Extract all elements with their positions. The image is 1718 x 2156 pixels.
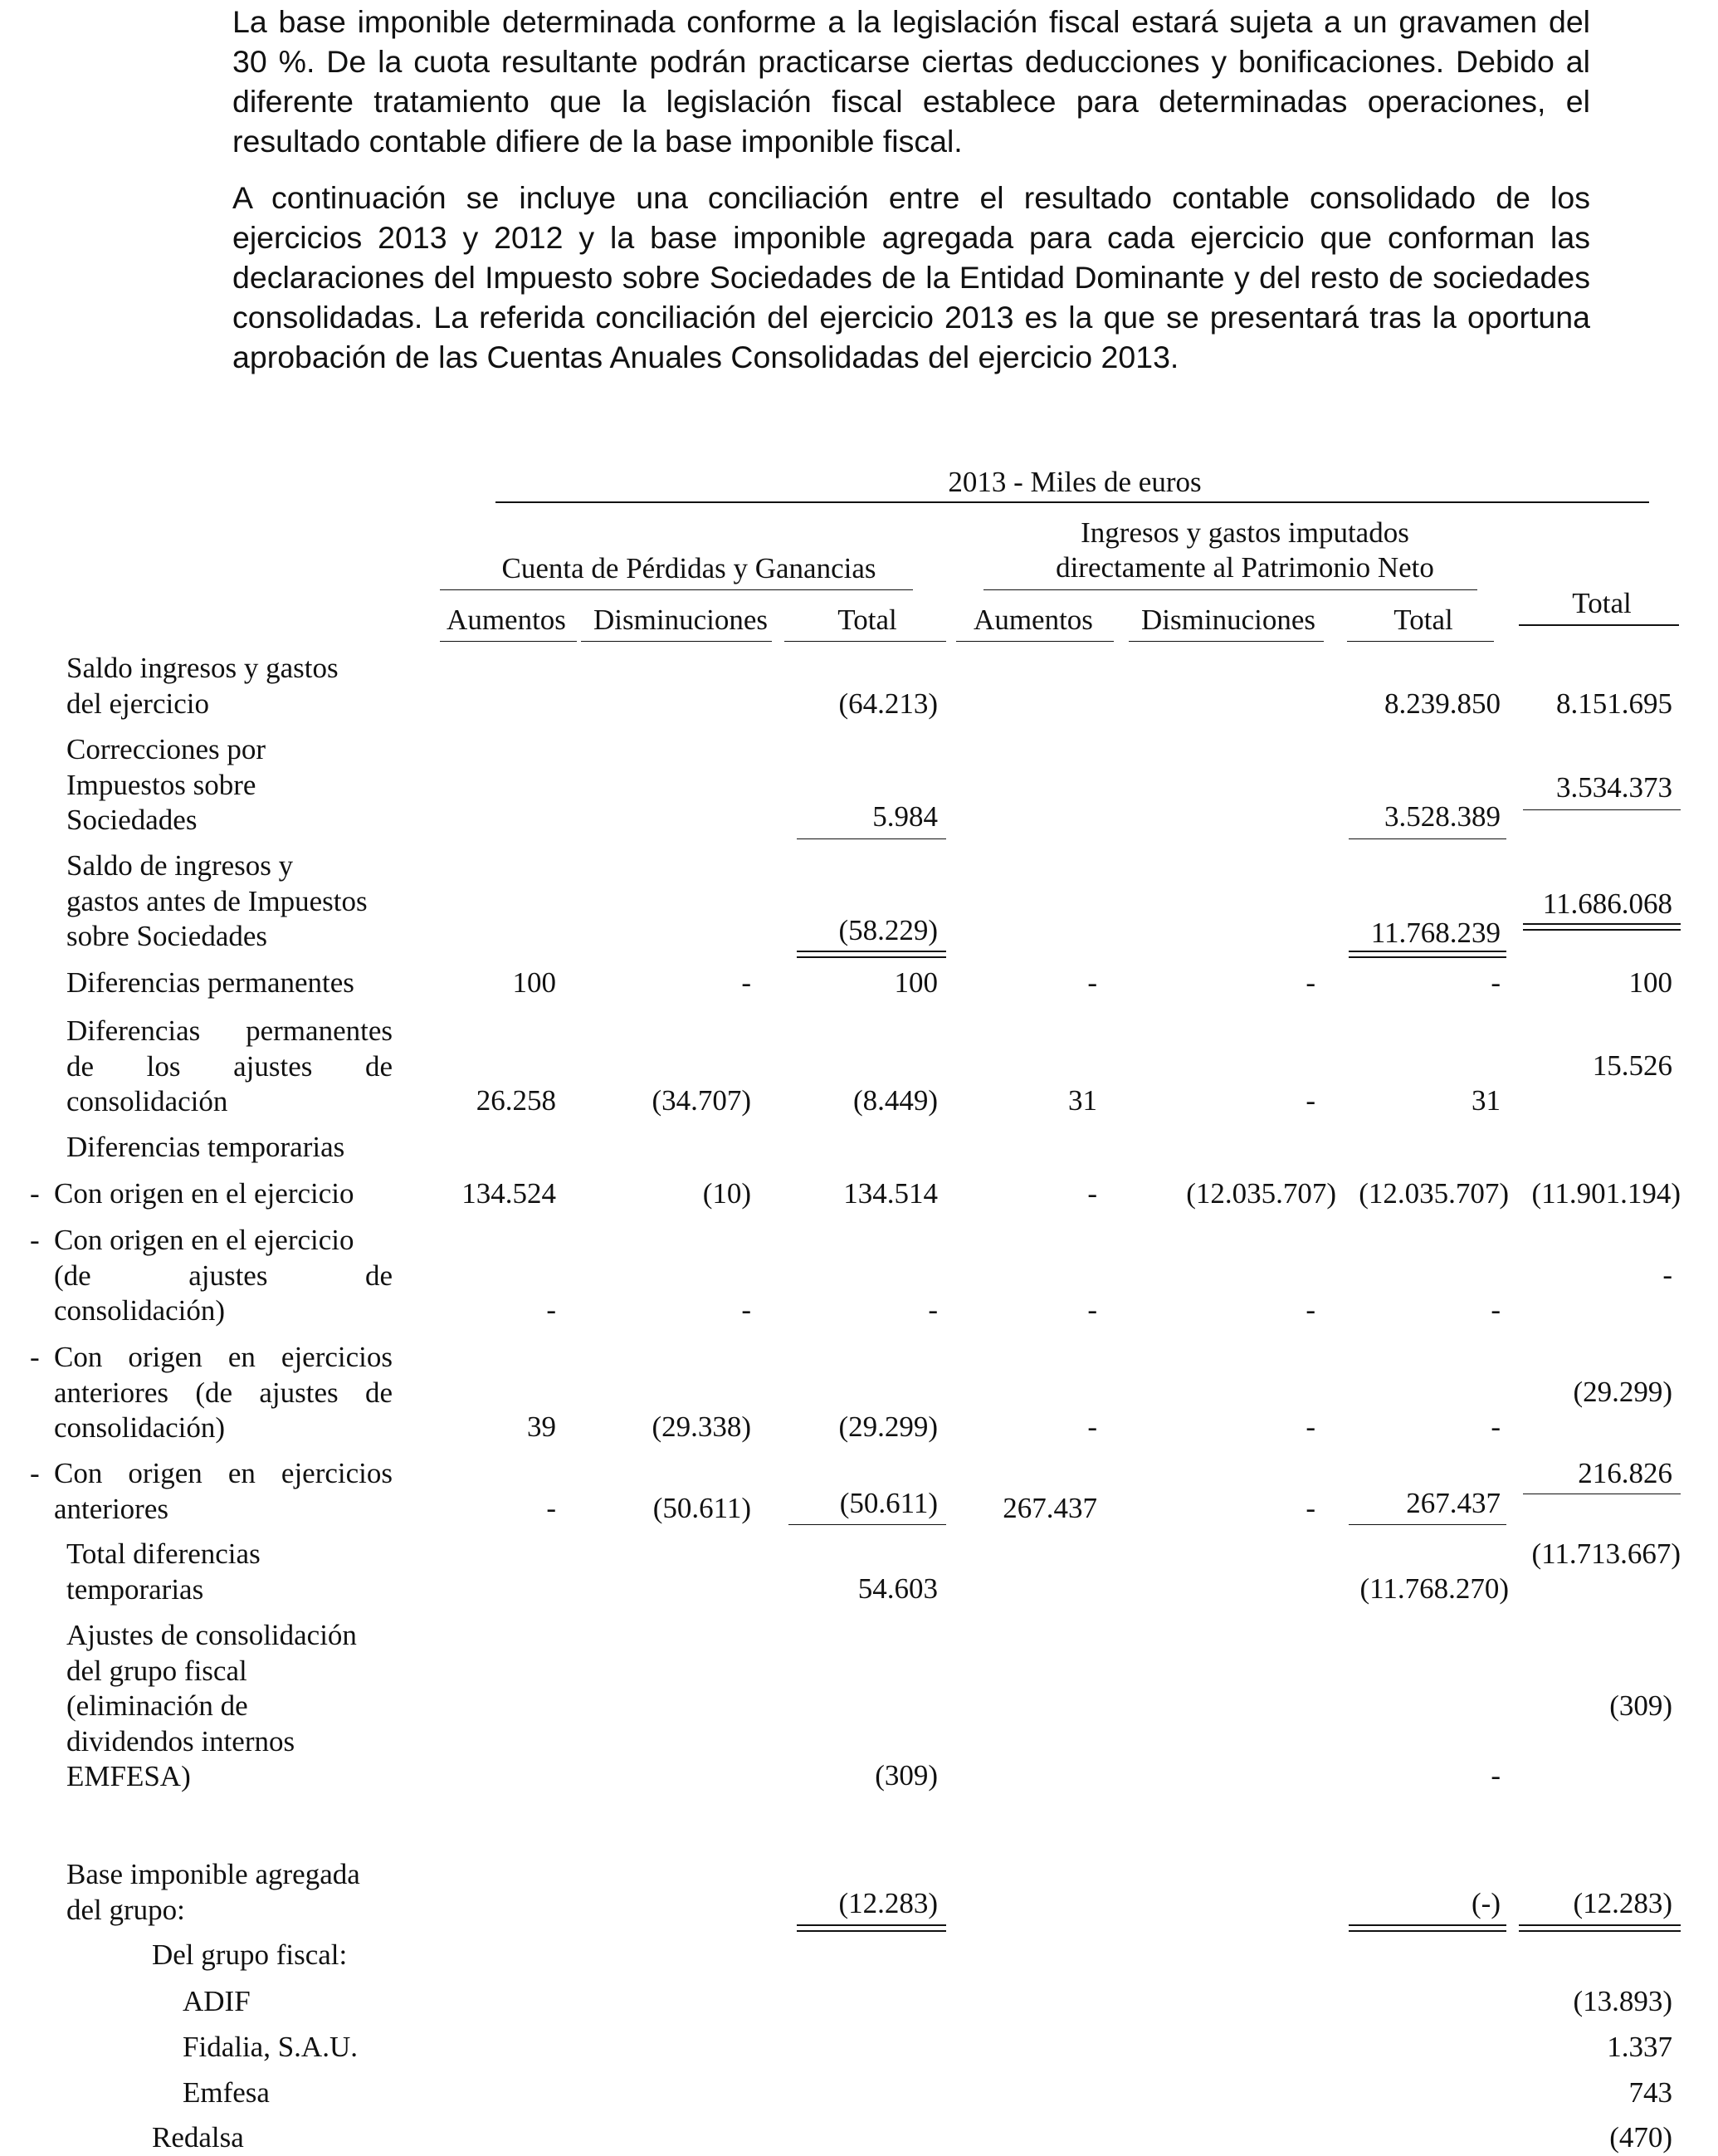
col-rule bbox=[956, 641, 1114, 642]
intro-paragraph-2: A continuación se incluye una conciliación entre el resultado contable consolidado de los ejercicios 2013 y 2012 y la base imponible agregada para cada ejercicio que conforman las declaraciones del Impuesto sobre Sociedades de la Entidad Dominante y del resto de sociedades consolidadas. La referida conciliación del ejercicio 2013 es la que se presentará tras la oportuna aprobación de las Cuentas Anuales Consolidadas del ejercicio 2013. bbox=[232, 180, 1590, 374]
table-title: 2013 - Miles de euros bbox=[948, 466, 1202, 498]
row-label-origen-ejercicio-ajustes bbox=[54, 1223, 393, 1329]
row-label-ajustes-grupo bbox=[66, 1618, 357, 1795]
row-label-base-imponible bbox=[66, 1857, 360, 1928]
label-line: dividendos internos bbox=[66, 1724, 295, 1758]
correcciones-total: 3.534.373 bbox=[1556, 771, 1672, 804]
col-rule bbox=[784, 641, 946, 642]
dif-perm-ajustes-pyg-disminuciones: (34.707) bbox=[652, 1084, 751, 1117]
dif-perm-pn-total: - bbox=[1491, 966, 1501, 999]
label-line: del grupo fiscal bbox=[66, 1654, 247, 1687]
ajustes-grupo-pyg-total: (309) bbox=[875, 1759, 938, 1792]
row-label-saldo-antes bbox=[66, 848, 368, 955]
origen-ejercicio-ajustes-pn-aumentos: - bbox=[1087, 1293, 1097, 1326]
label-line: sobre Sociedades bbox=[66, 920, 268, 952]
row-label-emfesa: Emfesa bbox=[183, 2076, 270, 2109]
title-rule bbox=[495, 501, 1649, 503]
origen-anteriores-pyg-total: (50.611) bbox=[839, 1487, 938, 1519]
origen-ejercicio-ajustes-pn-total: - bbox=[1491, 1293, 1501, 1326]
label-line: (eliminación de bbox=[66, 1689, 248, 1722]
origen-ejercicio-ajustes-pyg-disminuciones: - bbox=[741, 1293, 751, 1326]
emfesa-total: 743 bbox=[1628, 2076, 1672, 2109]
label-line: Impuestos sobre bbox=[66, 768, 256, 801]
row-label-origen-anteriores bbox=[54, 1456, 393, 1527]
row-label-dif-temp: Diferencias temporarias bbox=[66, 1131, 345, 1163]
origen-anteriores-pyg-disminuciones: (50.611) bbox=[652, 1492, 751, 1524]
total-dif-temp-pn-total: (11.768.270) bbox=[1359, 1572, 1509, 1605]
label-line: (de ajustes de bbox=[54, 1259, 393, 1292]
label-line: Saldo de ingresos y bbox=[66, 849, 294, 882]
origen-ejercicio-pyg-disminuciones: (10) bbox=[702, 1177, 751, 1210]
row-label-origen-ejercicio: Con origen en el ejercicio bbox=[54, 1177, 354, 1210]
label-line: temporarias bbox=[66, 1572, 204, 1606]
redalsa-total: (470) bbox=[1609, 2121, 1672, 2154]
dif-perm-pn-aumentos: - bbox=[1087, 966, 1097, 999]
label-line: Saldo ingresos y gastos bbox=[66, 652, 339, 684]
sum-rule bbox=[1523, 809, 1681, 810]
col-rule bbox=[440, 641, 577, 642]
origen-ejercicio-pyg-total: 134.514 bbox=[843, 1177, 938, 1210]
base-imponible-pn-total: (-) bbox=[1472, 1887, 1501, 1919]
bullet-dash: - bbox=[30, 1177, 40, 1210]
group-header-patrimonio-l1: Ingresos y gastos imputados bbox=[1081, 516, 1409, 549]
origen-anteriores-pn-total: 267.437 bbox=[1406, 1487, 1501, 1519]
correcciones-pn-total: 3.528.389 bbox=[1384, 800, 1501, 833]
origen-anteriores-pn-disminuciones: - bbox=[1306, 1492, 1315, 1524]
label-line: Con origen en ejercicios bbox=[54, 1457, 393, 1489]
origen-anteriores-ajustes-pyg-disminuciones: (29.338) bbox=[652, 1410, 751, 1443]
saldo-antes-total: 11.686.068 bbox=[1542, 887, 1672, 920]
saldo-antes-pyg-total: (58.229) bbox=[838, 914, 938, 946]
origen-anteriores-pn-aumentos: 267.437 bbox=[1003, 1492, 1097, 1524]
group-header-patrimonio-l2: directamente al Patrimonio Neto bbox=[1056, 551, 1434, 584]
col-rule bbox=[581, 641, 772, 642]
origen-ejercicio-pyg-aumentos: 134.524 bbox=[461, 1177, 556, 1210]
base-imponible-total: (12.283) bbox=[1573, 1887, 1672, 1919]
label-line: consolidación) bbox=[54, 1294, 226, 1327]
total-double-rule bbox=[1523, 923, 1681, 931]
sum-rule bbox=[1349, 1524, 1506, 1525]
total-dif-temp-pyg-total: 54.603 bbox=[857, 1572, 938, 1605]
origen-ejercicio-pn-total: (12.035.707) bbox=[1359, 1177, 1509, 1210]
origen-ejercicio-pn-disminuciones: (12.035.707) bbox=[1186, 1177, 1336, 1210]
col-header-pyg-total: Total bbox=[837, 604, 897, 636]
origen-ejercicio-ajustes-pyg-total: - bbox=[928, 1293, 938, 1326]
fidalia-total: 1.337 bbox=[1607, 2031, 1672, 2063]
total-double-rule bbox=[1519, 1924, 1681, 1932]
total-double-rule bbox=[797, 1924, 946, 1932]
label-line: del ejercicio bbox=[66, 687, 209, 720]
label-line: gastos antes de Impuestos bbox=[66, 884, 368, 917]
label-line: Ajustes de consolidación bbox=[66, 1619, 357, 1651]
col-header-pn-disminuciones: Disminuciones bbox=[1141, 604, 1315, 636]
col-rule bbox=[1347, 641, 1494, 642]
row-label-del-grupo-fiscal: Del grupo fiscal: bbox=[152, 1938, 348, 1971]
saldo-pn-total: 8.239.850 bbox=[1384, 687, 1501, 720]
bullet-dash: - bbox=[30, 1224, 40, 1256]
dif-perm-pyg-disminuciones: - bbox=[741, 966, 751, 999]
row-label-fidalia: Fidalia, S.A.U. bbox=[183, 2031, 358, 2063]
total-double-rule bbox=[1349, 1924, 1506, 1932]
col-header-pyg-disminuciones: Disminuciones bbox=[593, 604, 768, 636]
dif-perm-ajustes-pn-disminuciones: - bbox=[1306, 1084, 1315, 1117]
col-header-pyg-aumentos: Aumentos bbox=[447, 604, 566, 636]
base-imponible-pyg-total: (12.283) bbox=[838, 1887, 938, 1919]
origen-anteriores-total: 216.826 bbox=[1578, 1457, 1672, 1489]
saldo-antes-pn-total: 11.768.239 bbox=[1370, 917, 1501, 949]
label-line: de los ajustes de bbox=[66, 1049, 393, 1083]
correcciones-pyg-total: 5.984 bbox=[872, 800, 938, 833]
label-line: del grupo: bbox=[66, 1893, 185, 1926]
total-double-rule bbox=[1349, 951, 1506, 958]
row-label-dif-perm: Diferencias permanentes bbox=[66, 966, 354, 999]
ajustes-grupo-total: (309) bbox=[1609, 1689, 1672, 1722]
intro-paragraph-1: La base imponible determinada conforme a la legislación fiscal estará sujeta a un gravamen del 30 %. De la cuota resultante podrán practicarse ciertas deducciones y bonificaciones. Debido al diferente tratamiento que la legislación fiscal establece para determinadas operaciones, el resultado contable difiere de la base imponible fiscal. bbox=[232, 4, 1590, 159]
col-rule bbox=[1129, 641, 1324, 642]
dif-perm-pyg-aumentos: 100 bbox=[512, 966, 556, 999]
group-patrimonio-rule bbox=[983, 589, 1477, 590]
label-line: Con origen en el ejercicio bbox=[54, 1224, 354, 1256]
label-line: Diferencias permanentes bbox=[66, 1014, 393, 1047]
adif-total: (13.893) bbox=[1573, 1985, 1672, 2017]
row-label-redalsa: Redalsa bbox=[152, 2121, 244, 2154]
row-label-correcciones bbox=[66, 732, 266, 838]
row-label-origen-anteriores-ajustes bbox=[54, 1340, 393, 1446]
bullet-dash: - bbox=[30, 1341, 40, 1373]
label-line: consolidación bbox=[66, 1085, 228, 1117]
saldo-total: 8.151.695 bbox=[1556, 687, 1672, 720]
label-line: EMFESA) bbox=[66, 1760, 191, 1792]
label-line: Con origen en ejercicios bbox=[54, 1341, 393, 1373]
col-header-total: Total bbox=[1572, 587, 1632, 619]
row-label-dif-perm-ajustes bbox=[66, 1014, 393, 1120]
total-double-rule bbox=[797, 951, 946, 958]
label-line: anteriores bbox=[54, 1492, 168, 1525]
dif-perm-total: 100 bbox=[1628, 966, 1672, 999]
dif-perm-ajustes-pyg-total: (8.449) bbox=[852, 1084, 938, 1117]
origen-ejercicio-ajustes-pn-disminuciones: - bbox=[1306, 1293, 1315, 1326]
ajustes-grupo-pn-total: - bbox=[1491, 1759, 1501, 1792]
origen-ejercicio-ajustes-pyg-aumentos: - bbox=[546, 1293, 556, 1326]
origen-anteriores-ajustes-pyg-aumentos: 39 bbox=[527, 1410, 556, 1443]
label-line: anteriores (de ajustes de bbox=[54, 1376, 393, 1409]
row-label-adif: ADIF bbox=[183, 1985, 251, 2017]
sum-rule bbox=[797, 838, 946, 839]
origen-anteriores-ajustes-pn-disminuciones: - bbox=[1306, 1410, 1315, 1443]
group-header-pyg: Cuenta de Pérdidas y Ganancias bbox=[501, 552, 876, 584]
saldo-pyg-total: (64.213) bbox=[838, 687, 938, 720]
col-rule bbox=[1519, 624, 1679, 626]
row-label-saldo bbox=[66, 651, 339, 721]
row-label-total-dif-temp bbox=[66, 1537, 261, 1607]
origen-ejercicio-ajustes-total: - bbox=[1662, 1259, 1672, 1291]
dif-perm-ajustes-pn-aumentos: 31 bbox=[1068, 1084, 1097, 1117]
label-line: Base imponible agregada bbox=[66, 1858, 360, 1890]
dif-perm-ajustes-pyg-aumentos: 26.258 bbox=[476, 1084, 556, 1117]
origen-anteriores-ajustes-total: (29.299) bbox=[1573, 1376, 1672, 1408]
origen-ejercicio-total: (11.901.194) bbox=[1531, 1177, 1681, 1210]
label-line: consolidación) bbox=[54, 1411, 226, 1444]
col-header-pn-aumentos: Aumentos bbox=[974, 604, 1093, 636]
origen-anteriores-ajustes-pyg-total: (29.299) bbox=[838, 1410, 938, 1443]
bullet-dash: - bbox=[30, 1457, 40, 1489]
label-line: Total diferencias bbox=[66, 1538, 261, 1570]
col-header-pn-total: Total bbox=[1393, 604, 1453, 636]
group-pyg-rule bbox=[440, 589, 913, 590]
total-dif-temp-total: (11.713.667) bbox=[1531, 1538, 1681, 1570]
origen-anteriores-ajustes-pn-aumentos: - bbox=[1087, 1410, 1097, 1443]
dif-perm-ajustes-total: 15.526 bbox=[1592, 1049, 1672, 1082]
origen-anteriores-pyg-aumentos: - bbox=[546, 1492, 556, 1524]
dif-perm-pyg-total: 100 bbox=[894, 966, 938, 999]
label-line: Correcciones por bbox=[66, 733, 266, 765]
dif-perm-ajustes-pn-total: 31 bbox=[1472, 1084, 1501, 1117]
dif-perm-pn-disminuciones: - bbox=[1306, 966, 1315, 999]
origen-anteriores-ajustes-pn-total: - bbox=[1491, 1410, 1501, 1443]
label-line: Sociedades bbox=[66, 804, 198, 836]
sum-rule bbox=[1349, 838, 1506, 839]
origen-ejercicio-pn-aumentos: - bbox=[1087, 1177, 1097, 1210]
